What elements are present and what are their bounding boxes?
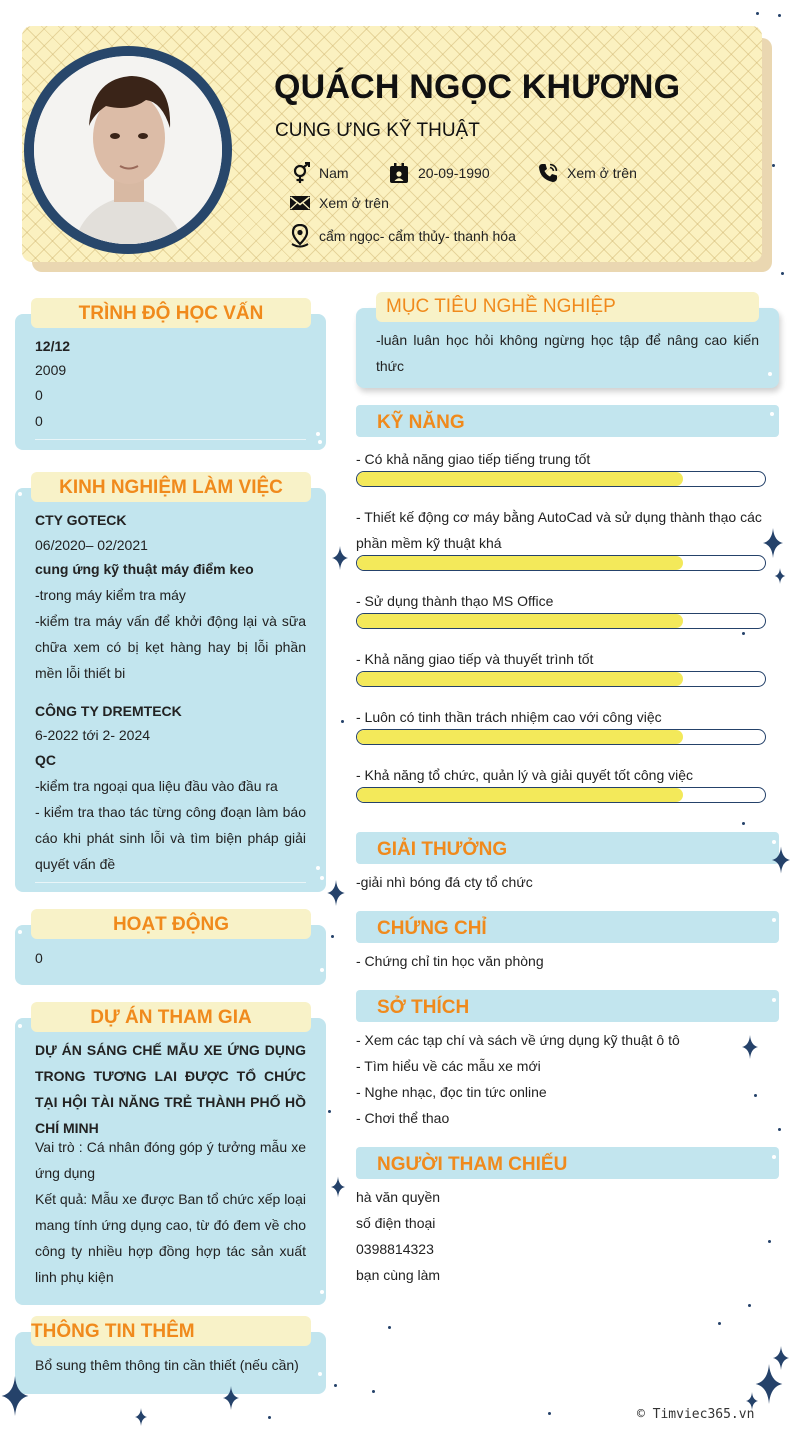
star-icon bbox=[772, 846, 790, 874]
gender-icon bbox=[289, 162, 311, 184]
decor-dot bbox=[772, 840, 776, 844]
job-title: CUNG ƯNG KỸ THUẬT bbox=[275, 120, 480, 141]
activities-title: HOẠT ĐỘNG bbox=[31, 909, 311, 939]
decor-dot bbox=[320, 876, 324, 880]
decor-dot bbox=[328, 1110, 331, 1113]
decor-dot bbox=[781, 272, 784, 275]
job-position: QC bbox=[35, 752, 56, 768]
decor-dot bbox=[742, 822, 745, 825]
decor-dot bbox=[18, 930, 22, 934]
candidate-name: QUÁCH NGỌC KHƯƠNG bbox=[274, 68, 681, 106]
skill-label: - Thiết kế động cơ máy bằng AutoCad và sử dụng thành thạo các phần mềm kỹ thuật khá bbox=[356, 509, 762, 551]
star-icon bbox=[134, 1408, 148, 1426]
education-title: TRÌNH ĐỘ HỌC VẤN bbox=[31, 298, 311, 328]
decor-dot bbox=[388, 1326, 391, 1329]
job-company: CTY GOTECK bbox=[35, 512, 127, 528]
education-major: 0 bbox=[35, 387, 43, 403]
decor-dot bbox=[778, 1128, 781, 1131]
reference-relation: bạn cùng làm bbox=[356, 1267, 441, 1283]
hobby-item: - Tìm hiểu về các mẫu xe mới bbox=[356, 1058, 541, 1074]
hobbies-title: SỞ THÍCH bbox=[356, 990, 779, 1022]
reference-phone: 0398814323 bbox=[356, 1241, 434, 1257]
decor-dot bbox=[341, 720, 344, 723]
gender-info bbox=[289, 162, 349, 184]
decor-dot bbox=[756, 12, 759, 15]
email-value: Xem ở trên bbox=[319, 195, 389, 211]
objective-content: -luân luân học hỏi không ngừng học tập để nâng cao kiến thức bbox=[376, 332, 759, 374]
skill-level-bar bbox=[356, 729, 766, 745]
education-note: 0 bbox=[35, 413, 43, 429]
skill-level-bar bbox=[356, 471, 766, 487]
avatar[interactable] bbox=[24, 46, 232, 254]
skills-title: KỸ NĂNG bbox=[356, 405, 779, 437]
activities-content: 0 bbox=[35, 950, 43, 966]
awards-title: GIẢI THƯỞNG bbox=[356, 832, 779, 864]
decor-dot bbox=[316, 432, 320, 436]
skill-level-fill bbox=[357, 672, 683, 686]
copyright: © Timviec365.vn bbox=[637, 1407, 755, 1422]
skill-level-fill bbox=[357, 614, 683, 628]
birthday-info bbox=[388, 162, 490, 184]
skill-level-bar bbox=[356, 787, 766, 803]
star-icon bbox=[332, 545, 348, 571]
project-role: Vai trò : Cá nhân đóng góp ý tưởng mẫu xe ứng dụng bbox=[35, 1139, 306, 1181]
project-result: Kết quả: Mẫu xe được Ban tổ chức xếp loại mang tính ứng dụng cao, từ đó đem về cho công ty nhiều hợp đồng hợp tác sản xuất linh phụ kiện bbox=[35, 1191, 306, 1285]
skill-level-bar bbox=[356, 555, 766, 571]
skill-label: - Khả năng tổ chức, quản lý và giải quyết tốt công việc bbox=[356, 767, 694, 783]
decor-dot bbox=[372, 1390, 375, 1393]
avatar-photo bbox=[34, 56, 222, 244]
hobby-item: - Xem các tạp chí và sách về ứng dụng kỹ thuật ô tô bbox=[356, 1032, 680, 1048]
skill-level-fill bbox=[357, 472, 683, 486]
additional-content: Bổ sung thêm thông tin cần thiết (nếu cần) bbox=[35, 1357, 299, 1373]
decor-dot bbox=[772, 164, 775, 167]
skill-level-fill bbox=[357, 730, 683, 744]
skill-label: - Có khả năng giao tiếp tiếng trung tốt bbox=[356, 451, 591, 467]
decor-dot bbox=[772, 1155, 776, 1159]
decor-dot bbox=[268, 1416, 271, 1419]
decor-dot bbox=[778, 14, 781, 17]
phone-icon bbox=[537, 162, 559, 184]
address-value: cẩm ngọc- cẩm thủy- thanh hóa bbox=[319, 228, 516, 244]
job-period: 06/2020– 02/2021 bbox=[35, 537, 148, 553]
decor-dot bbox=[320, 1290, 324, 1294]
gender-value: Nam bbox=[319, 165, 349, 181]
star-icon bbox=[742, 1034, 758, 1060]
decor-dot bbox=[768, 372, 772, 376]
decor-dot bbox=[320, 968, 324, 972]
decor-dot bbox=[334, 1384, 337, 1387]
additional-title: THÔNG TIN THÊM bbox=[31, 1316, 311, 1346]
birthday-value: 20-09-1990 bbox=[418, 165, 490, 181]
decor-dot bbox=[718, 1322, 721, 1325]
decor-dot bbox=[768, 1240, 771, 1243]
project-name: DỰ ÁN SÁNG CHẾ MẪU XE ỨNG DỤNG TRONG TƯƠNG LAI ĐƯỢC TỔ CHỨC TẠI HỘI TÀI NĂNG TRẺ THÀNH PHỐ HỒ CHÍ MINH bbox=[35, 1042, 306, 1136]
decor-dot bbox=[770, 412, 774, 416]
skill-label: - Sử dụng thành thạo MS Office bbox=[356, 593, 554, 609]
email-info bbox=[289, 194, 389, 212]
divider bbox=[35, 882, 306, 883]
calendar-icon bbox=[388, 162, 410, 184]
education-year: 2009 bbox=[35, 362, 67, 378]
certificates-title: CHỨNG CHỈ bbox=[356, 911, 779, 943]
objective-title: MỤC TIÊU NGHỀ NGHIỆP bbox=[376, 292, 759, 322]
phone-value: Xem ở trên bbox=[567, 165, 637, 181]
decor-dot bbox=[318, 440, 322, 444]
decor-dot bbox=[548, 1412, 551, 1415]
decor-dot bbox=[316, 866, 320, 870]
awards-content: -giải nhì bóng đá cty tổ chức bbox=[356, 874, 533, 890]
education-school: 12/12 bbox=[35, 338, 71, 354]
mail-icon bbox=[289, 194, 311, 212]
star-icon bbox=[754, 1364, 784, 1404]
hobby-item: - Chơi thể thao bbox=[356, 1110, 450, 1126]
skill-level-fill bbox=[357, 788, 683, 802]
job-description: -trong máy kiểm tra máy -kiểm tra máy vấn để khởi động lại và sữa chữa xem có bị kẹt hàng hay bị lỗi phần mền lỗi thiết bi bbox=[35, 587, 306, 681]
job-description: -kiểm tra ngoại qua liệu đầu vào đầu ra - kiểm tra thao tác từng công đoạn làm báo cáo khi phát sinh lỗi và tìm biện pháp giải quyết vấn đề bbox=[35, 778, 306, 872]
skill-label: - Luôn có tinh thần trách nhiệm cao với công việc bbox=[356, 709, 662, 725]
skill-level-bar bbox=[356, 613, 766, 629]
decor-dot bbox=[772, 998, 776, 1002]
job-company: CÔNG TY DREMTECK bbox=[35, 703, 182, 719]
job-position: cung ứng kỹ thuật máy điểm keo bbox=[35, 561, 254, 577]
decor-dot bbox=[318, 1372, 322, 1376]
star-icon bbox=[222, 1386, 240, 1410]
job-period: 6-2022 tới 2- 2024 bbox=[35, 727, 151, 743]
decor-dot bbox=[18, 1024, 22, 1028]
phone-info bbox=[537, 162, 637, 184]
decor-dot bbox=[331, 935, 334, 938]
experience-title: KINH NGHIỆM LÀM VIỆC bbox=[31, 472, 311, 502]
skill-level-fill bbox=[357, 556, 683, 570]
star-icon bbox=[762, 528, 784, 558]
decor-dot bbox=[772, 918, 776, 922]
decor-dot bbox=[748, 1304, 751, 1307]
star-icon bbox=[331, 1175, 345, 1199]
location-icon bbox=[289, 224, 311, 248]
decor-dot bbox=[754, 1094, 757, 1097]
certificates-content: - Chứng chỉ tin học văn phòng bbox=[356, 953, 544, 969]
divider bbox=[35, 439, 306, 440]
address-info bbox=[289, 224, 516, 248]
skill-label: - Khả năng giao tiếp và thuyết trình tốt bbox=[356, 651, 594, 667]
star-icon bbox=[326, 880, 346, 906]
reference-name: hà văn quyền bbox=[356, 1189, 441, 1205]
decor-dot bbox=[742, 632, 745, 635]
decor-dot bbox=[18, 492, 22, 496]
reference-phone-label: số điện thoại bbox=[356, 1215, 436, 1231]
star-icon bbox=[774, 568, 786, 584]
projects-title: DỰ ÁN THAM GIA bbox=[31, 1002, 311, 1032]
hobby-item: - Nghe nhạc, đọc tin tức online bbox=[356, 1084, 547, 1100]
skill-level-bar bbox=[356, 671, 766, 687]
star-icon bbox=[0, 1376, 30, 1416]
references-title: NGƯỜI THAM CHIẾU bbox=[356, 1147, 779, 1179]
